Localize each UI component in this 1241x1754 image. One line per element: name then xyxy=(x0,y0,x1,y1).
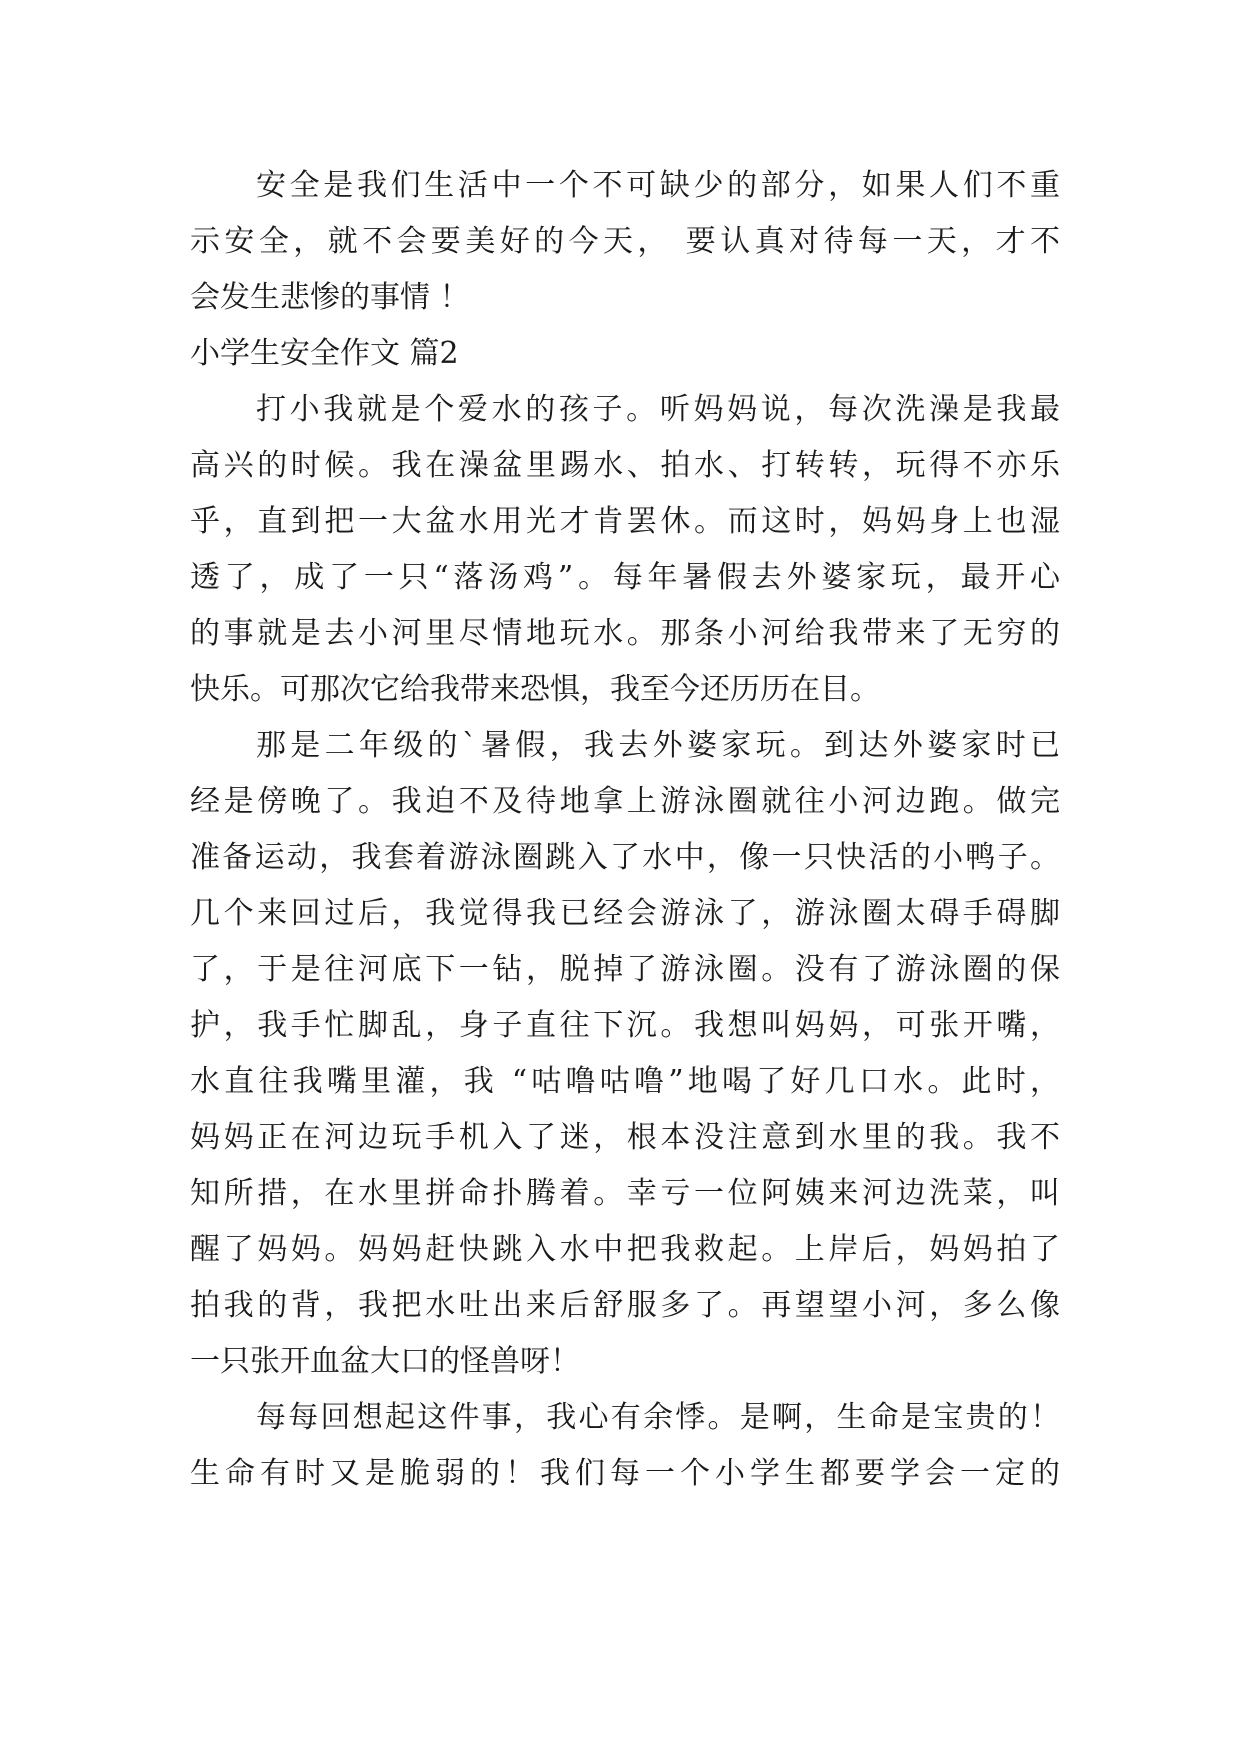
text-line: 快乐。可那次它给我带来恐惧，我至今还历历在目。 xyxy=(190,672,880,707)
document-body xyxy=(190,158,1060,1502)
text-line: 乎，直到把一大盆水用光才肯罢休。而这时，妈妈身上也湿 xyxy=(190,504,1060,539)
text-line: 的事就是去小河里尽情地玩水。那条小河给我带来了无穷的 xyxy=(190,616,1060,651)
text-line: 几个来回过后，我觉得我已经会游泳了，游泳圈太碍手碍脚 xyxy=(190,896,1060,931)
text-line: 醒了妈妈。妈妈赶快跳入水中把我救起。上岸后，妈妈拍了 xyxy=(190,1232,1060,1267)
text-line: 安全是我们生活中一个不可缺少的部分，如果人们不重 xyxy=(256,168,1060,203)
text-line: 透了，成了一只“落汤鸡”。每年暑假去外婆家玩，最开心 xyxy=(190,560,1060,595)
text-line: 示安全，就不会要美好的今天， 要认真对待每一天，才不 xyxy=(190,224,1060,259)
paragraph-3 xyxy=(190,1390,1060,1502)
text-line: 生命有时又是脆弱的！我们每一个小学生都要学会一定的 xyxy=(190,1456,1060,1491)
text-line: 一只张开血盆大口的怪兽呀！ xyxy=(190,1344,580,1379)
text-line: 经是傍晚了。我迫不及待地拿上游泳圈就往小河边跑。做完 xyxy=(190,784,1060,819)
text-line: 打小我就是个爱水的孩子。听妈妈说，每次洗澡是我最 xyxy=(256,392,1060,427)
text-line: 高兴的时候。我在澡盆里踢水、拍水、打转转，玩得不亦乐 xyxy=(190,448,1060,483)
text-line: 水直往我嘴里灌，我 “咕噜咕噜”地喝了好几口水。此时， xyxy=(190,1064,1060,1099)
text-line: 那是二年级的`暑假，我去外婆家玩。到达外婆家时已 xyxy=(256,728,1060,763)
text-line: 知所措，在水里拼命扑腾着。幸亏一位阿姨来河边洗菜，叫 xyxy=(190,1176,1060,1211)
intro-paragraph xyxy=(190,158,1060,326)
text-line: 每每回想起这件事，我心有余悸。是啊，生命是宝贵的！ xyxy=(256,1400,1060,1435)
paragraph-2 xyxy=(190,718,1060,1390)
text-line: 妈妈正在河边玩手机入了迷，根本没注意到水里的我。我不 xyxy=(190,1120,1060,1155)
text-line: 了，于是往河底下一钻，脱掉了游泳圈。没有了游泳圈的保 xyxy=(190,952,1060,987)
text-line: 拍我的背，我把水吐出来后舒服多了。再望望小河，多么像 xyxy=(190,1288,1060,1323)
section-title: 小学生安全作文 篇2 xyxy=(190,336,459,371)
text-line: 准备运动，我套着游泳圈跳入了水中，像一只快活的小鸭子。 xyxy=(190,840,1060,875)
text-line: 护，我手忙脚乱，身子直往下沉。我想叫妈妈，可张开嘴， xyxy=(190,1008,1060,1043)
paragraph-1 xyxy=(190,382,1060,718)
text-line: 会发生悲惨的事情 ！ xyxy=(190,280,470,315)
